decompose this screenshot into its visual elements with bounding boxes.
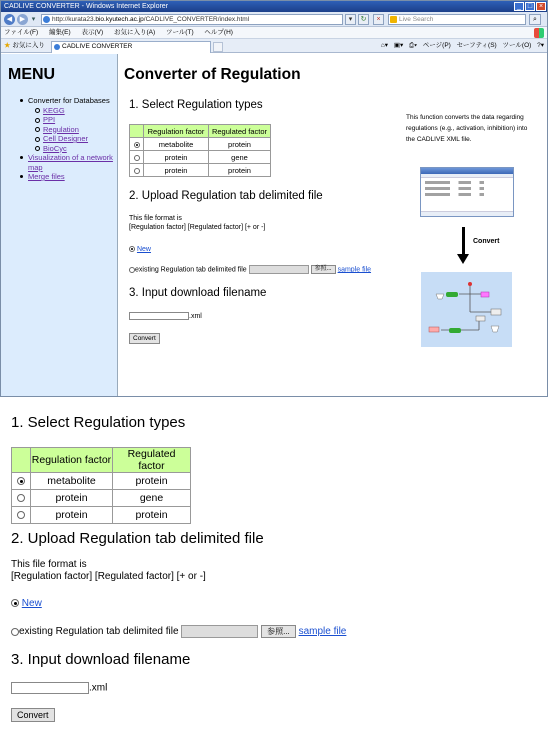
new-option [129,245,151,254]
page-title: Converter of Regulation [124,66,301,83]
sidebar-list [19,96,115,182]
format-line-1: This file format is [129,215,182,222]
regulation-link[interactable]: Regulation [43,124,79,134]
sidebar-item-kegg [34,106,115,116]
radio-protein-protein[interactable] [130,164,144,177]
help-icon[interactable]: ?▾ [537,42,544,49]
table-header-empty [12,448,31,473]
format-description [129,214,265,232]
sidebar-item-regulation [34,125,115,135]
sidebar-item-biocyc [34,144,115,154]
filename-row [129,312,202,321]
table-cell: protein [209,138,271,151]
address-bar [1,12,547,27]
existing-label: existing Regulation tab delimited file [135,266,247,274]
table-cell: protein [144,151,209,164]
search-input[interactable] [388,14,526,25]
window-titlebar [1,1,547,12]
tab-file-screenshot [420,167,514,217]
section-2-heading: 2. Upload Regulation tab delimited file [129,190,323,202]
feed-icon[interactable]: ▣▾ [393,42,404,49]
radio-selected-icon[interactable] [17,477,25,485]
table-cell: protein [113,507,191,524]
filename-input[interactable] [129,312,189,320]
filename-row [11,682,107,695]
ie-page-icon [43,16,50,23]
section-1-heading: 1. Select Regulation types [11,414,186,431]
menu-file[interactable]: ファイル(F) [4,29,39,36]
radio-existing[interactable] [129,267,135,273]
format-line-2: [Regulation factor] [Regulated factor] [+ or -] [129,224,266,231]
browse-button[interactable]: 参照... [261,625,296,638]
regulation-types-table [129,124,271,177]
format-line-1: This file format is [11,559,87,570]
url-path: /CADLIVE_CONVERTER/index.html [143,16,250,23]
sample-file-link[interactable]: sample file [337,266,372,274]
regulation-types-table [11,447,191,524]
biocyc-link[interactable]: BioCyc [43,143,67,153]
network-map-icon [421,272,512,347]
table-header: Regulation factor [31,448,113,473]
sidebar-item-ppi [34,115,115,125]
address-dropdown-icon[interactable]: ▾ [345,14,356,25]
windows-logo-icon [534,28,544,38]
history-dropdown-icon[interactable]: ▾ [31,16,36,23]
radio-existing[interactable] [11,628,19,636]
favorites-button[interactable] [4,39,45,53]
sample-file-link[interactable]: sample file [298,626,347,638]
table-cell: protein [31,490,113,507]
radio-protein-gene[interactable] [12,490,31,507]
table-cell: protein [31,507,113,524]
table-header: Regulated factor [209,125,271,138]
file-path-input[interactable] [249,265,309,274]
command-page[interactable]: ページ(P) [422,42,451,49]
search-icon[interactable]: ⌕ [529,14,541,25]
tab-title: CADLIVE CONVERTER [62,43,133,50]
table-row [130,164,271,177]
url-input[interactable] [41,14,343,25]
section-2-heading: 2. Upload Regulation tab delimited file [11,530,264,547]
new-link[interactable]: New [21,598,42,609]
window-title: CADLIVE CONVERTER - Windows Internet Explorer [4,3,169,10]
minimize-button[interactable]: _ [514,2,524,11]
home-icon[interactable]: ⌂▾ [380,42,389,49]
table-cell: metabolite [31,473,113,490]
table-cell: gene [113,490,191,507]
table-row [12,490,191,507]
section-3-heading: 3. Input download filename [11,651,191,668]
new-tab-button[interactable] [213,42,223,52]
visualization-link[interactable]: Visualization of a network map [28,153,113,172]
back-arrow-icon[interactable]: ◀ [4,14,15,25]
stop-icon[interactable]: × [373,14,384,25]
converter-label: Converter for Databases [28,96,110,105]
radio-icon[interactable] [134,168,140,174]
star-icon: ★ [4,42,11,49]
live-search-icon [390,16,397,23]
radio-new[interactable] [11,599,19,607]
radio-icon[interactable] [17,494,25,502]
format-line-2: [Regulation factor] [Regulated factor] [+ or -] [11,571,206,582]
sidebar-item-merge [19,172,115,182]
table-header: Regulation factor [144,125,209,138]
sidebar-item-cell-designer [34,134,115,144]
browse-button[interactable]: 参照... [311,265,336,274]
print-icon[interactable]: ⎙▾ [409,42,417,49]
maximize-button[interactable]: □ [525,2,535,11]
arrow-label: Convert [473,238,500,245]
section-1-heading: 1. Select Regulation types [129,99,263,111]
favorites-label: お気に入り [12,42,45,49]
format-description [11,559,206,583]
table-cell: protein [144,164,209,177]
table-header-empty [130,125,144,138]
menu-tools[interactable]: ツール(T) [165,29,194,36]
ppi-link[interactable]: PPI [43,115,56,124]
tab-cadlive[interactable] [51,41,211,53]
table-cell: gene [209,151,271,164]
kegg-link[interactable]: KEGG [43,105,65,115]
forward-arrow-icon[interactable]: ▶ [17,14,28,25]
radio-selected-icon[interactable] [134,142,140,148]
tab-page-icon [54,44,60,50]
url-domain: bio.kyutech.ac.jp [95,16,144,23]
table-row [130,151,271,164]
sidebar-item-converter [19,96,115,153]
table-row [12,507,191,524]
menu-help[interactable]: ヘルプ(H) [204,29,233,36]
zoomed-form-detail [0,403,548,742]
merge-files-link[interactable]: Merge files [28,172,65,181]
down-arrow-icon [457,254,469,264]
page-content [1,54,547,397]
refresh-icon[interactable]: ↻ [358,14,369,25]
menu-edit[interactable]: 編集(E) [48,29,71,36]
table-cell: protein [113,473,191,490]
table-row [12,473,191,490]
convert-button[interactable]: Convert [129,333,160,344]
xml-suffix: .xml [89,682,108,694]
command-tools[interactable]: ツール(O) [502,42,532,49]
search-placeholder: Live Search [399,16,434,23]
sidebar-item-visualization [19,153,115,172]
radio-icon[interactable] [17,511,25,519]
table-cell: metabolite [144,138,209,151]
existing-option [11,625,346,638]
file-path-input[interactable] [181,625,258,638]
command-bar [377,39,544,53]
command-safety[interactable]: セーフティ(S) [456,42,497,49]
tab-bar [1,39,547,53]
menu-title: MENU [8,66,56,83]
section-3-heading: 3. Input download filename [129,287,267,299]
existing-label: existing Regulation tab delimited file [19,626,179,638]
menu-bar [1,27,547,39]
new-link[interactable]: New [136,246,151,253]
radio-metabolite-protein[interactable] [12,473,31,490]
radio-protein-gene[interactable] [130,151,144,164]
menu-view[interactable]: 表示(V) [81,29,104,36]
menu-favorites[interactable]: お気に入り(A) [113,29,156,36]
close-button[interactable]: × [536,2,546,11]
table-header: Regulated factor [113,448,191,473]
network-map-image [421,272,512,347]
radio-protein-protein[interactable] [12,507,31,524]
main-content [119,54,547,397]
sidebar [1,54,118,397]
table-row [130,138,271,151]
radio-new[interactable] [129,246,135,252]
existing-option [129,265,371,274]
table-cell: protein [209,164,271,177]
diagram-description: This function converts the data regarding regulations (e.g., activation, inhibition) into the CADLIVE XML file. [406,114,528,143]
convert-button[interactable]: Convert [11,708,55,722]
xml-suffix: .xml [189,313,202,320]
new-option [11,598,42,610]
filename-input[interactable] [11,682,89,694]
radio-metabolite-protein[interactable] [130,138,144,151]
cell-designer-link[interactable]: Cell Designer [43,134,89,143]
url-prefix: http://kurata23. [52,16,96,23]
convert-arrow [462,227,465,257]
radio-icon[interactable] [134,155,140,161]
